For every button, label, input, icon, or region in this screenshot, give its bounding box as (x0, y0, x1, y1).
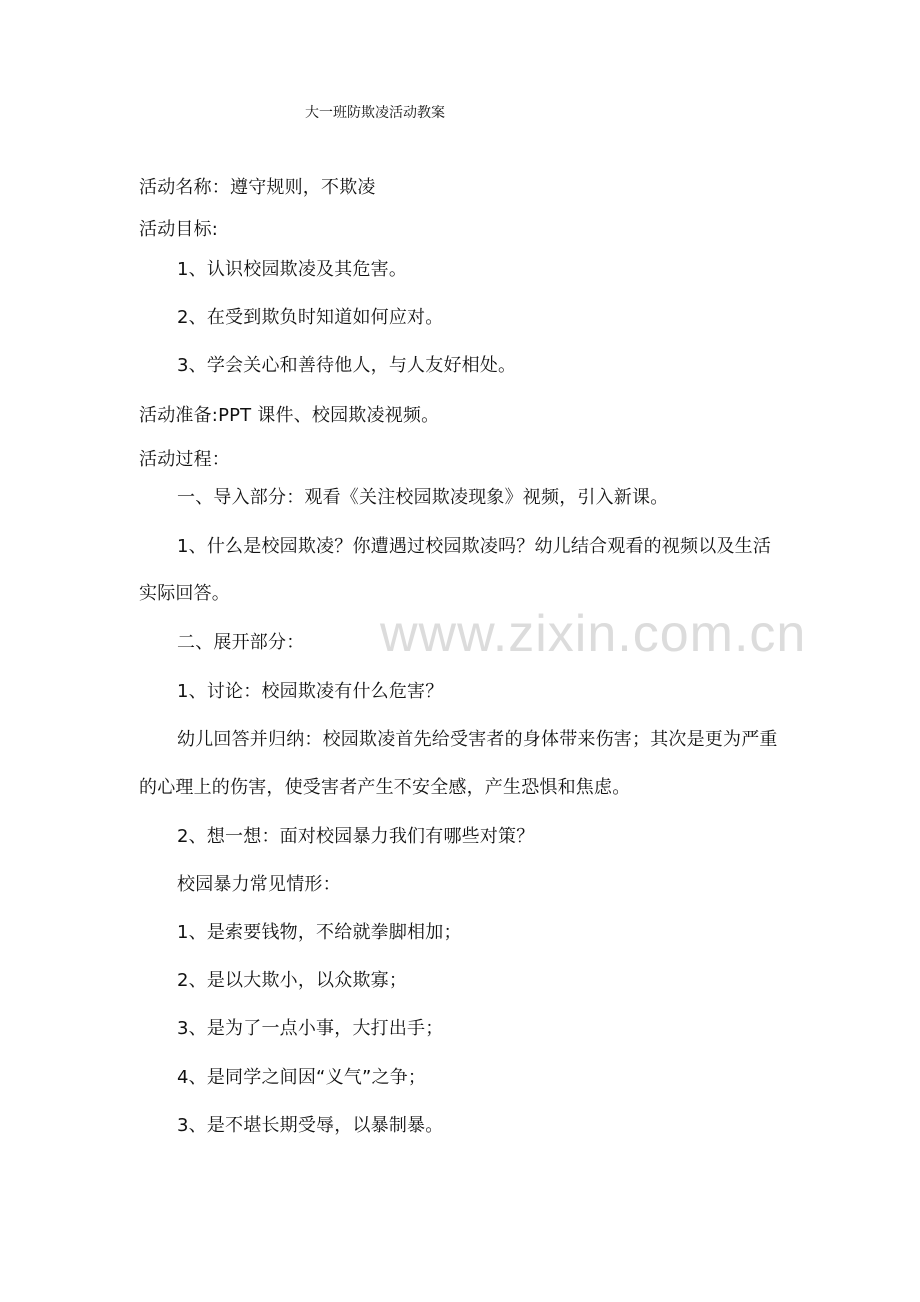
goals-heading: 活动目标: (139, 219, 219, 240)
paragraph: 二、展开部分： (177, 632, 305, 653)
paragraph-continuation: 的心理上的伤害，使受害者产生不安全感，产生恐惧和焦虑。 (139, 777, 631, 798)
list-item: 3、是为了一点小事，大打出手； (177, 1018, 444, 1039)
paragraph: 2、想一想：面对校园暴力我们有哪些对策？ (177, 826, 535, 847)
goal-item: 2、在受到欺负时知道如何应对。 (177, 307, 444, 328)
list-item: 1、是索要钱物，不给就拳脚相加； (177, 922, 462, 943)
paragraph: 1、什么是校园欺凌？你遭遇过校园欺凌吗？幼儿结合观看的视频以及生活 (177, 536, 772, 557)
list-item: 4、是同学之间因“义气”之争； (177, 1067, 427, 1088)
paragraph: 1、讨论：校园欺凌有什么危害？ (177, 681, 444, 702)
paragraph: 幼儿回答并归纳：校园欺凌首先给受害者的身体带来伤害；其次是更为严重 (177, 729, 778, 750)
paragraph: 一、导入部分：观看《关注校园欺凌现象》视频，引入新课。 (177, 487, 669, 508)
watermark: www.zixin.com.cn (380, 605, 807, 663)
goal-item: 3、学会关心和善待他人，与人友好相处。 (177, 355, 517, 376)
activity-name: 活动名称：遵守规则，不欺凌 (139, 177, 376, 198)
paragraph-continuation: 实际回答。 (139, 583, 230, 604)
list-item: 2、是以大欺小，以众欺寡； (177, 970, 408, 991)
document-title: 大一班防欺凌活动教案 (305, 105, 445, 121)
preparation-line: 活动准备:PPT 课件、校园欺凌视频。 (139, 405, 440, 426)
process-heading: 活动过程： (139, 449, 230, 470)
list-item: 3、是不堪长期受辱，以暴制暴。 (177, 1115, 444, 1136)
paragraph: 校园暴力常见情形： (177, 874, 341, 895)
goal-item: 1、认识校园欺凌及其危害。 (177, 259, 408, 280)
